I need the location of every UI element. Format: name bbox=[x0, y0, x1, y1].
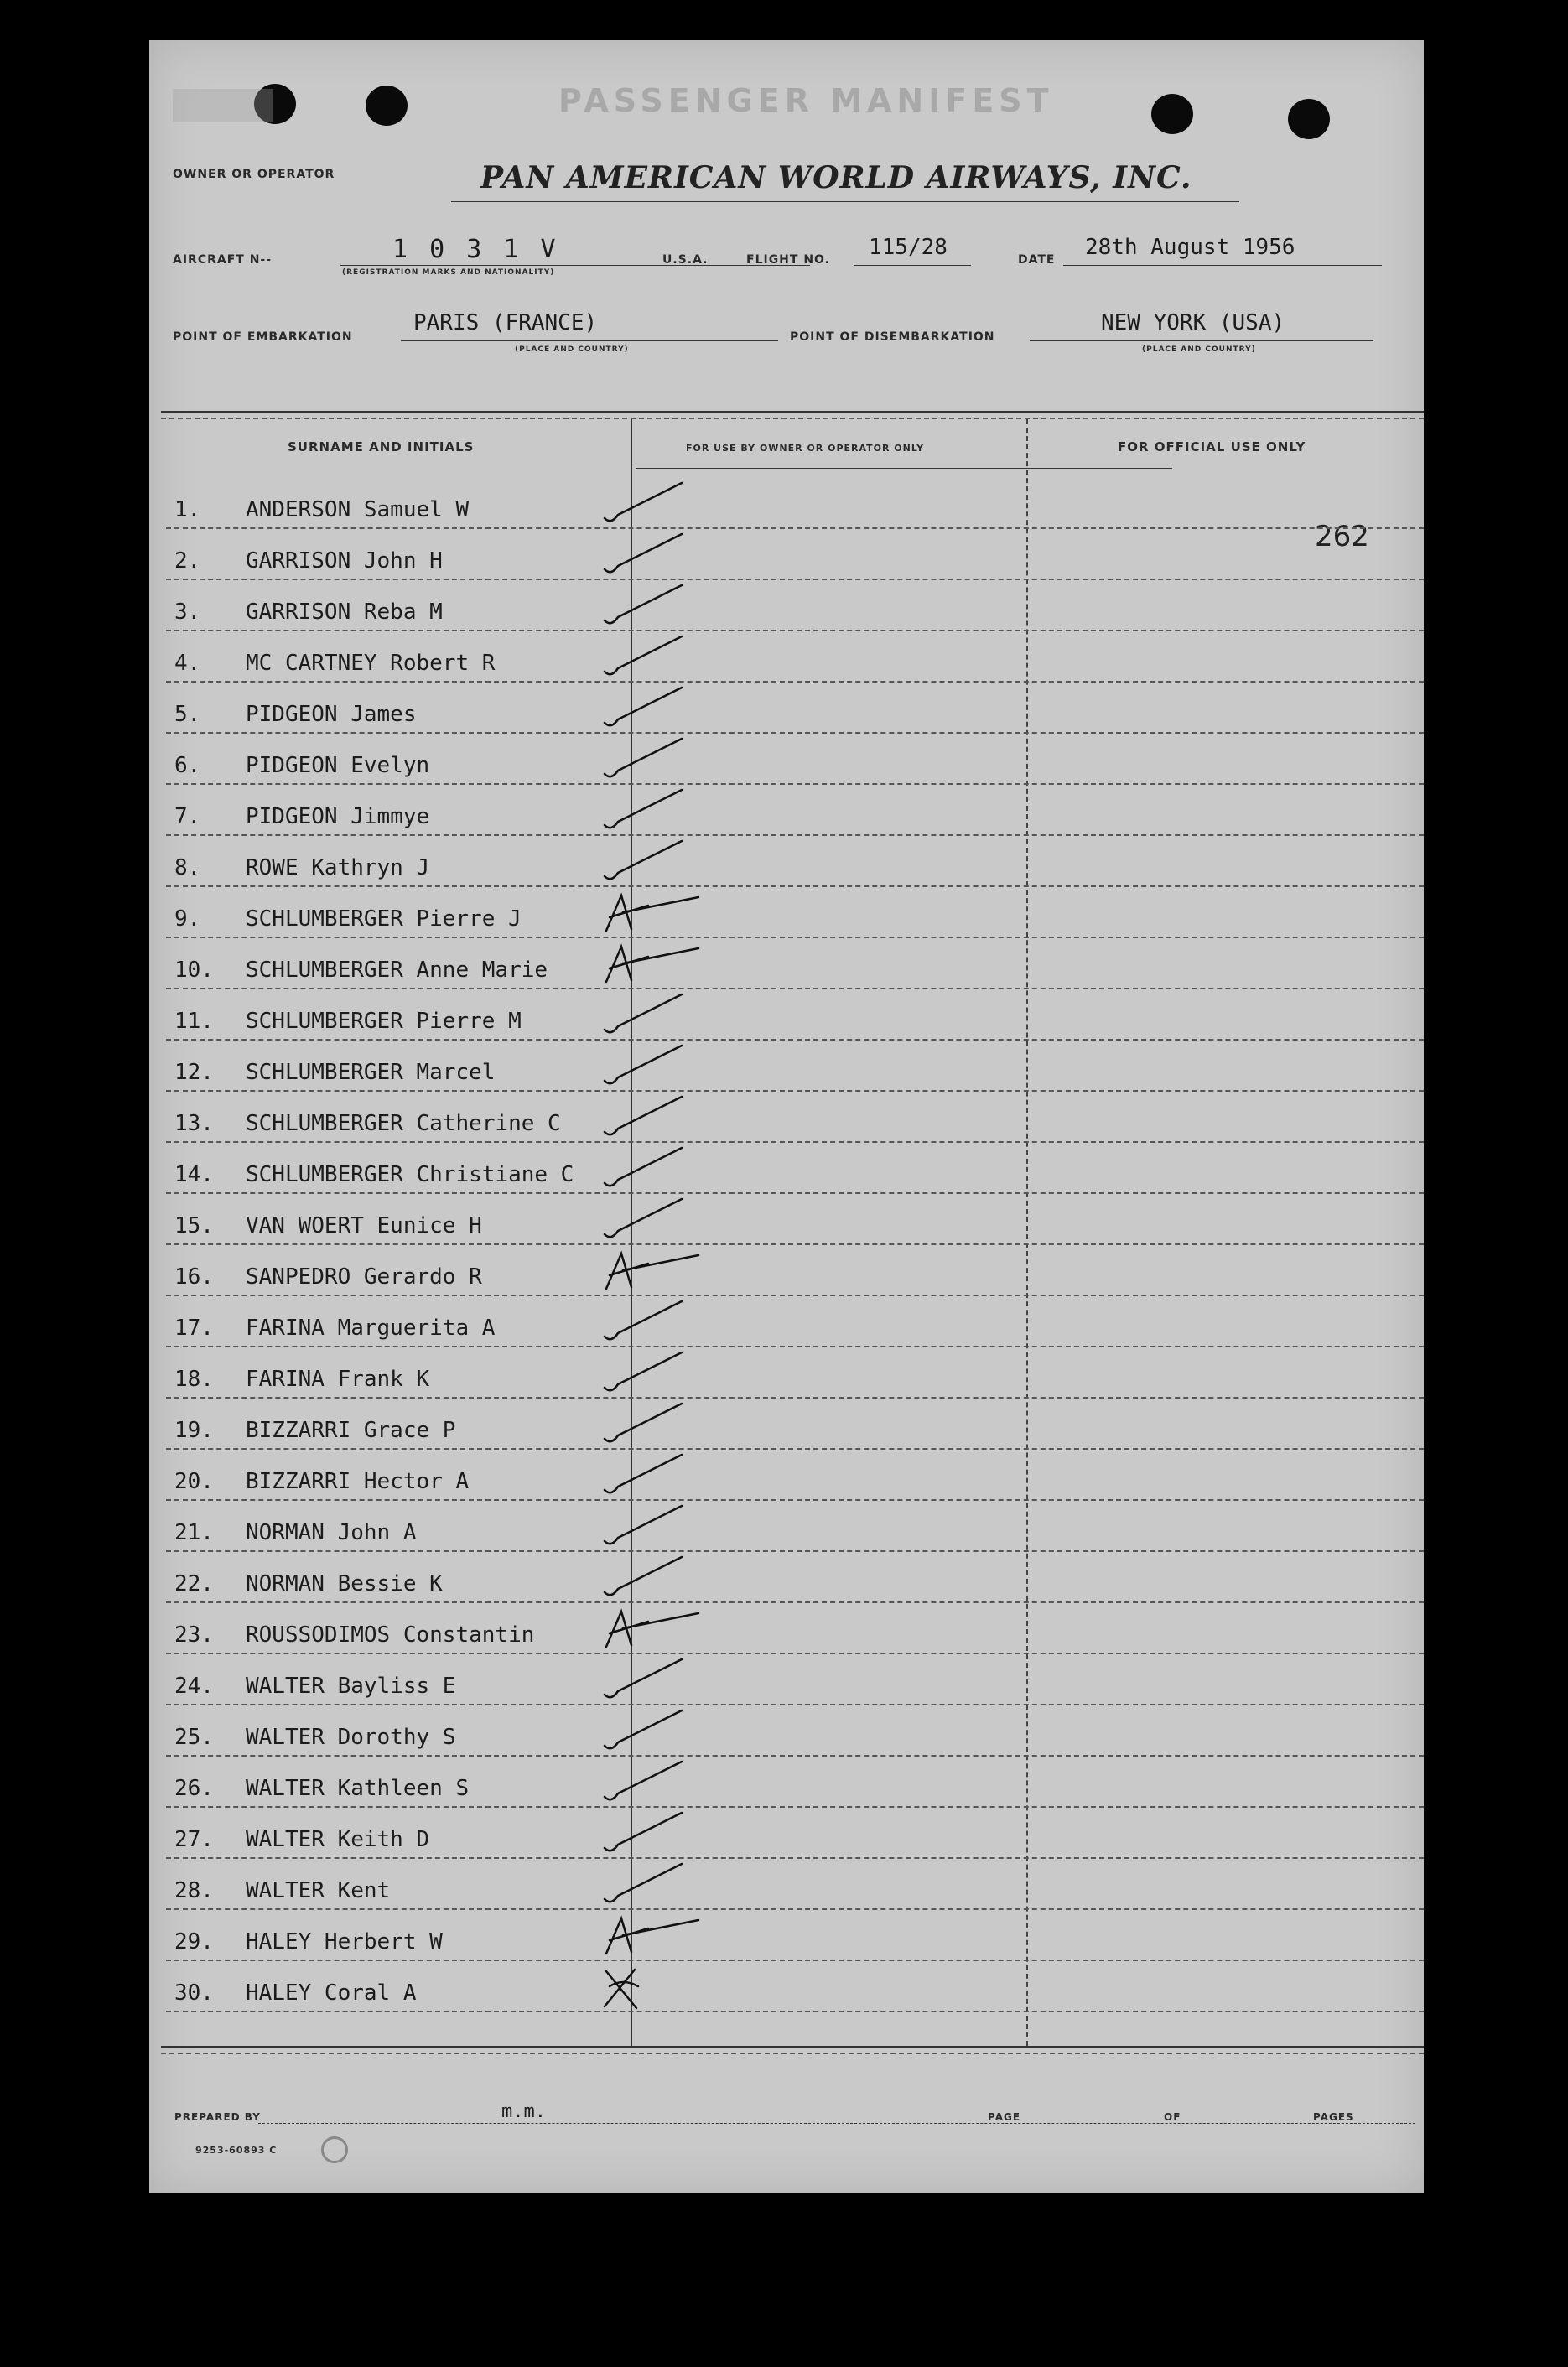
passenger-row bbox=[149, 1347, 1424, 1399]
of-label: OF bbox=[1164, 2111, 1181, 2123]
passenger-row bbox=[149, 529, 1424, 580]
passenger-row bbox=[149, 785, 1424, 836]
page-title: PASSENGER MANIFEST bbox=[558, 82, 1054, 119]
passenger-name: GARRISON John H bbox=[246, 548, 443, 574]
passenger-row bbox=[149, 1910, 1424, 1961]
passenger-name: SCHLUMBERGER Catherine C bbox=[246, 1111, 561, 1136]
punch-hole bbox=[1288, 99, 1330, 139]
passenger-number: 1. bbox=[174, 497, 201, 522]
passenger-number: 9. bbox=[174, 906, 201, 932]
check-mark bbox=[598, 1859, 749, 1910]
row-rule bbox=[166, 2011, 1424, 2012]
passenger-row bbox=[149, 1961, 1424, 2012]
check-mark bbox=[598, 1552, 749, 1603]
passenger-name: SCHLUMBERGER Christiane C bbox=[246, 1162, 574, 1187]
punch-hole bbox=[366, 86, 408, 126]
passenger-row bbox=[149, 683, 1424, 734]
passenger-row bbox=[149, 1501, 1424, 1552]
owner-underline bbox=[451, 201, 1239, 202]
passenger-number: 15. bbox=[174, 1213, 214, 1238]
check-mark bbox=[598, 836, 749, 887]
check-mark bbox=[598, 631, 749, 683]
disembark-label: POINT OF DISEMBARKATION bbox=[790, 330, 995, 344]
passenger-row bbox=[149, 1859, 1424, 1910]
table-top-rule-2 bbox=[161, 418, 1424, 419]
passenger-number: 27. bbox=[174, 1827, 214, 1852]
passenger-row bbox=[149, 1041, 1424, 1092]
check-mark bbox=[598, 1092, 749, 1143]
passenger-name: WALTER Kent bbox=[246, 1878, 391, 1903]
flight-value: 115/28 bbox=[869, 235, 948, 260]
embark-underline bbox=[401, 340, 778, 341]
passenger-number: 7. bbox=[174, 804, 201, 829]
check-mark bbox=[598, 1705, 749, 1757]
passenger-name: ANDERSON Samuel W bbox=[246, 497, 470, 522]
passenger-name: HALEY Coral A bbox=[246, 1980, 417, 2006]
check-mark bbox=[598, 1808, 749, 1859]
passenger-row bbox=[149, 1143, 1424, 1194]
date-value: 28th August 1956 bbox=[1085, 235, 1295, 260]
table-bottom-rule-2 bbox=[161, 2053, 1424, 2054]
handwritten-mark bbox=[598, 938, 749, 989]
passenger-name: MC CARTNEY Robert R bbox=[246, 651, 496, 676]
embark-value: PARIS (FRANCE) bbox=[413, 310, 598, 335]
passenger-row bbox=[149, 836, 1424, 887]
check-mark bbox=[598, 1399, 749, 1450]
punch-hole bbox=[1151, 94, 1193, 134]
table-bottom-rule bbox=[161, 2046, 1424, 2048]
passenger-name: PIDGEON Evelyn bbox=[246, 753, 430, 778]
disembark-underline bbox=[1030, 340, 1373, 341]
passenger-row bbox=[149, 478, 1424, 529]
passenger-row bbox=[149, 1654, 1424, 1705]
passenger-name: WALTER Bayliss E bbox=[246, 1674, 456, 1699]
passenger-row bbox=[149, 1399, 1424, 1450]
check-mark bbox=[598, 1501, 749, 1552]
check-mark bbox=[598, 1654, 749, 1705]
passenger-number: 22. bbox=[174, 1571, 214, 1596]
passenger-row bbox=[149, 1194, 1424, 1245]
passenger-number: 19. bbox=[174, 1418, 214, 1443]
passenger-number: 25. bbox=[174, 1725, 214, 1750]
official-number: 262 bbox=[1315, 520, 1369, 553]
column-header-owner: FOR USE BY OWNER OR OPERATOR ONLY bbox=[686, 443, 925, 454]
passenger-number: 18. bbox=[174, 1367, 214, 1392]
handwritten-mark bbox=[598, 1961, 749, 2012]
passenger-row bbox=[149, 938, 1424, 989]
passenger-name: BIZZARRI Hector A bbox=[246, 1469, 470, 1494]
passenger-row bbox=[149, 1603, 1424, 1654]
passenger-row bbox=[149, 1757, 1424, 1808]
footer-underline bbox=[258, 2123, 1415, 2124]
passenger-row bbox=[149, 1552, 1424, 1603]
passenger-number: 2. bbox=[174, 548, 201, 574]
passenger-name: GARRISON Reba M bbox=[246, 600, 443, 625]
prepared-value: m.m. bbox=[501, 2101, 546, 2122]
passenger-name: BIZZARRI Grace P bbox=[246, 1418, 456, 1443]
passenger-row bbox=[149, 1450, 1424, 1501]
prepared-label: PREPARED BY bbox=[174, 2111, 261, 2123]
passenger-number: 17. bbox=[174, 1316, 214, 1341]
passenger-name: FARINA Marguerita A bbox=[246, 1316, 496, 1341]
check-mark bbox=[598, 529, 749, 580]
faded-stamp bbox=[173, 89, 273, 122]
passenger-number: 5. bbox=[174, 702, 201, 727]
passenger-name: SCHLUMBERGER Anne Marie bbox=[246, 958, 548, 983]
check-mark bbox=[598, 683, 749, 734]
check-mark bbox=[598, 1143, 749, 1194]
registration-caption: (REGISTRATION MARKS AND NATIONALITY) bbox=[342, 268, 555, 277]
passenger-number: 4. bbox=[174, 651, 201, 676]
handwritten-mark bbox=[598, 887, 749, 938]
embark-caption: (PLACE AND COUNTRY) bbox=[515, 345, 629, 354]
check-mark bbox=[598, 1347, 749, 1399]
date-underline bbox=[1063, 265, 1382, 266]
passenger-name: PIDGEON James bbox=[246, 702, 417, 727]
passenger-number: 3. bbox=[174, 600, 201, 625]
passenger-number: 12. bbox=[174, 1060, 214, 1085]
embark-label: POINT OF EMBARKATION bbox=[173, 330, 353, 344]
passenger-name: WALTER Keith D bbox=[246, 1827, 430, 1852]
passenger-number: 16. bbox=[174, 1264, 214, 1290]
passenger-name: WALTER Dorothy S bbox=[246, 1725, 456, 1750]
flight-underline bbox=[854, 265, 971, 266]
usa-label: U.S.A. bbox=[662, 253, 709, 267]
passenger-name: ROWE Kathryn J bbox=[246, 855, 430, 880]
check-mark bbox=[598, 580, 749, 631]
passenger-name: FARINA Frank K bbox=[246, 1367, 430, 1392]
passenger-name: SCHLUMBERGER Pierre M bbox=[246, 1009, 522, 1034]
disembark-value: NEW YORK (USA) bbox=[1101, 310, 1285, 335]
column-header-surname: SURNAME AND INITIALS bbox=[288, 439, 475, 454]
owner-label: OWNER OR OPERATOR bbox=[173, 168, 335, 181]
passenger-number: 29. bbox=[174, 1929, 214, 1954]
check-mark bbox=[598, 785, 749, 836]
passenger-name: PIDGEON Jimmye bbox=[246, 804, 430, 829]
passenger-number: 13. bbox=[174, 1111, 214, 1136]
passenger-number: 21. bbox=[174, 1520, 214, 1545]
passenger-name: WALTER Kathleen S bbox=[246, 1776, 470, 1801]
passenger-number: 8. bbox=[174, 855, 201, 880]
passenger-name: NORMAN John A bbox=[246, 1520, 417, 1545]
passenger-number: 10. bbox=[174, 958, 214, 983]
passenger-name: ROUSSODIMOS Constantin bbox=[246, 1622, 535, 1648]
check-mark bbox=[598, 1194, 749, 1245]
check-mark bbox=[598, 734, 749, 785]
handwritten-mark bbox=[598, 1245, 749, 1296]
aircraft-value: 1 0 3 1 V bbox=[392, 235, 559, 264]
passenger-number: 23. bbox=[174, 1622, 214, 1648]
passenger-row bbox=[149, 1245, 1424, 1296]
passenger-number: 28. bbox=[174, 1878, 214, 1903]
passenger-name: VAN WOERT Eunice H bbox=[246, 1213, 482, 1238]
passenger-row bbox=[149, 1296, 1424, 1347]
flight-label: FLIGHT NO. bbox=[746, 253, 830, 267]
passenger-row bbox=[149, 580, 1424, 631]
check-mark bbox=[598, 1041, 749, 1092]
passenger-name: HALEY Herbert W bbox=[246, 1929, 443, 1954]
manifest-sheet bbox=[149, 40, 1424, 2193]
passenger-row bbox=[149, 887, 1424, 938]
header-bottom-rule bbox=[636, 468, 1172, 469]
aircraft-underline bbox=[340, 265, 810, 266]
check-mark bbox=[598, 478, 749, 529]
passenger-name: SCHLUMBERGER Pierre J bbox=[246, 906, 522, 932]
passenger-number: 20. bbox=[174, 1469, 214, 1494]
column-header-official: FOR OFFICIAL USE ONLY bbox=[1118, 439, 1306, 454]
check-mark bbox=[598, 1296, 749, 1347]
passenger-row bbox=[149, 1092, 1424, 1143]
passenger-name: SANPEDRO Gerardo R bbox=[246, 1264, 482, 1290]
passenger-number: 11. bbox=[174, 1009, 214, 1034]
page-label: PAGE bbox=[988, 2111, 1021, 2123]
pages-label: PAGES bbox=[1313, 2111, 1354, 2123]
passenger-number: 26. bbox=[174, 1776, 214, 1801]
passenger-number: 14. bbox=[174, 1162, 214, 1187]
union-label-stamp bbox=[321, 2136, 348, 2163]
check-mark bbox=[598, 989, 749, 1041]
passenger-number: 24. bbox=[174, 1674, 214, 1699]
passenger-number: 30. bbox=[174, 1980, 214, 2006]
passenger-row bbox=[149, 631, 1424, 683]
handwritten-mark bbox=[598, 1603, 749, 1654]
table-top-rule bbox=[161, 411, 1424, 413]
disembark-caption: (PLACE AND COUNTRY) bbox=[1142, 345, 1256, 354]
passenger-name: SCHLUMBERGER Marcel bbox=[246, 1060, 496, 1085]
passenger-row bbox=[149, 989, 1424, 1041]
check-mark bbox=[598, 1757, 749, 1808]
form-code: 9253-60893 C bbox=[195, 2145, 278, 2156]
check-mark bbox=[598, 1450, 749, 1501]
passenger-name: NORMAN Bessie K bbox=[246, 1571, 443, 1596]
date-label: DATE bbox=[1018, 253, 1056, 267]
handwritten-mark bbox=[598, 1910, 749, 1961]
passenger-row bbox=[149, 1705, 1424, 1757]
passenger-row bbox=[149, 734, 1424, 785]
passenger-number: 6. bbox=[174, 753, 201, 778]
company-name: PAN AMERICAN WORLD AIRWAYS, INC. bbox=[480, 160, 1192, 195]
passenger-row bbox=[149, 1808, 1424, 1859]
aircraft-label: AIRCRAFT N-- bbox=[173, 253, 273, 267]
